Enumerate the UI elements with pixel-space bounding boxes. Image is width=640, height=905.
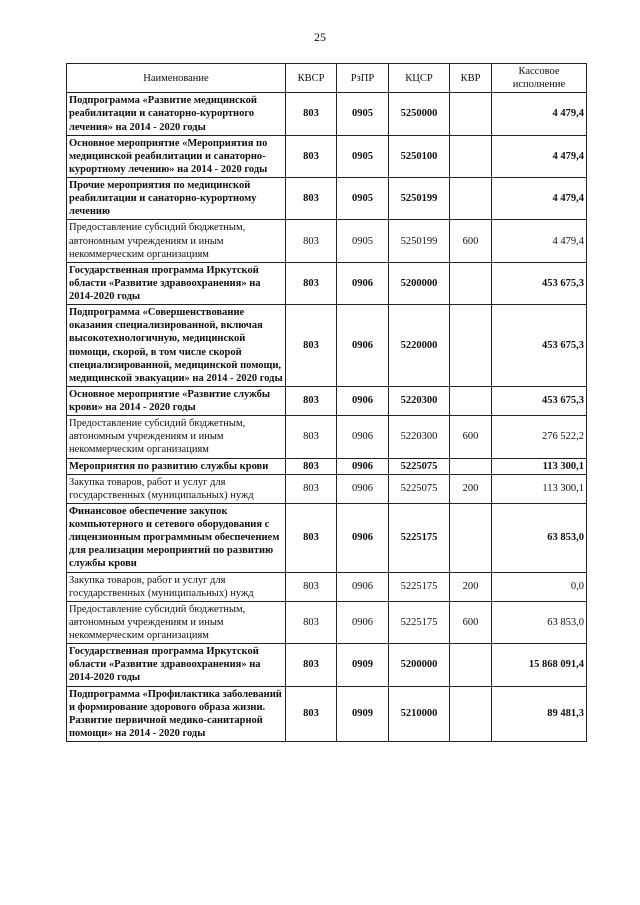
page-number: 25 [314,30,326,44]
row-kvsr: 803 [286,178,337,220]
row-name: Основное мероприятие «Мероприятия по медицинской реабилитации и санаторно-курортному лечению» на 2014 - 2020 годы [67,135,286,177]
row-rzpr: 0905 [337,93,389,135]
row-kvr [450,644,492,686]
row-kcsr: 5200000 [389,644,450,686]
row-name: Подпрограмма «Совершенствование оказания специализированной, включая высокотехнологичную, медицинской помощи, скорой, в том числе скорой специализированной, медицинской помощи, медицинской эвакуации» на 2014 - 2020 годы [67,305,286,387]
row-kcsr: 5225075 [389,474,450,503]
row-name: Основное мероприятие «Развитие службы крови» на 2014 - 2020 годы [67,386,286,415]
row-rzpr: 0906 [337,458,389,474]
table-row [67,262,587,304]
row-kvr: 200 [450,572,492,601]
row-kvr: 600 [450,220,492,262]
row-kvr [450,686,492,742]
row-rzpr: 0906 [337,386,389,415]
row-name: Государственная программа Иркутской области «Развитие здравоохранения» на 2014-2020 годы [67,262,286,304]
row-kvr [450,93,492,135]
table-row [67,572,587,601]
row-name: Предоставление субсидий бюджетным, автономным учреждениям и иным некоммерческим организациям [67,220,286,262]
table-row [67,601,587,643]
row-kcsr: 5250000 [389,93,450,135]
budget-table [66,63,587,742]
row-amount: 4 479,4 [492,135,587,177]
row-kvsr: 803 [286,644,337,686]
row-rzpr: 0906 [337,262,389,304]
row-amount: 113 300,1 [492,474,587,503]
row-name: Финансовое обеспечение закупок компьютерного и сетевого оборудования с лицензионным программным обеспечением для реализации мероприятий по развитию службы крови [67,503,286,572]
row-amount: 89 481,3 [492,686,587,742]
row-kcsr: 5225175 [389,572,450,601]
row-kvr: 600 [450,601,492,643]
row-rzpr: 0906 [337,305,389,387]
row-kvsr: 803 [286,601,337,643]
header-rzpr: РзПР [337,64,389,93]
row-name: Предоставление субсидий бюджетным, автономным учреждениям и иным некоммерческим организациям [67,601,286,643]
row-kvsr: 803 [286,458,337,474]
row-kvsr: 803 [286,135,337,177]
row-rzpr: 0906 [337,503,389,572]
row-amount: 276 522,2 [492,416,587,458]
row-amount: 113 300,1 [492,458,587,474]
row-kcsr: 5220300 [389,386,450,415]
row-kcsr: 5210000 [389,686,450,742]
row-amount: 63 853,0 [492,601,587,643]
table-row [67,220,587,262]
row-rzpr: 0906 [337,474,389,503]
row-kvsr: 803 [286,93,337,135]
table-row [67,305,587,387]
row-kvr: 200 [450,474,492,503]
row-amount: 4 479,4 [492,220,587,262]
table-row [67,93,587,135]
row-name: Закупка товаров, работ и услуг для государственных (муниципальных) нужд [67,572,286,601]
row-name: Закупка товаров, работ и услуг для государственных (муниципальных) нужд [67,474,286,503]
row-name: Прочие мероприятия по медицинской реабилитации и санаторно-курортному лечению [67,178,286,220]
row-kcsr: 5250199 [389,178,450,220]
table-row [67,686,587,742]
row-name: Предоставление субсидий бюджетным, автономным учреждениям и иным некоммерческим организациям [67,416,286,458]
row-kvsr: 803 [286,220,337,262]
table-row [67,503,587,572]
row-kcsr: 5250199 [389,220,450,262]
row-kvsr: 803 [286,474,337,503]
row-rzpr: 0906 [337,416,389,458]
row-kcsr: 5225175 [389,503,450,572]
row-kvr [450,135,492,177]
header-kcsr: КЦСР [389,64,450,93]
row-kcsr: 5250100 [389,135,450,177]
table-row [67,178,587,220]
row-amount: 453 675,3 [492,386,587,415]
row-amount: 0,0 [492,572,587,601]
header-name: Наименование [67,64,286,93]
row-kvr [450,305,492,387]
table-header-row [67,64,587,93]
row-kcsr: 5220000 [389,305,450,387]
header-kvsr: КВСР [286,64,337,93]
row-amount: 453 675,3 [492,262,587,304]
row-amount: 63 853,0 [492,503,587,572]
row-kvsr: 803 [286,386,337,415]
row-kvr [450,178,492,220]
row-rzpr: 0909 [337,686,389,742]
row-kvr [450,503,492,572]
table-row [67,416,587,458]
header-amount: Кассовое исполнение [492,64,587,93]
row-kvsr: 803 [286,503,337,572]
row-name: Мероприятия по развитию службы крови [67,458,286,474]
row-kvsr: 803 [286,416,337,458]
row-name: Подпрограмма «Развитие медицинской реабилитации и санаторно-курортного лечения» на 2014 - 2020 годы [67,93,286,135]
row-rzpr: 0906 [337,572,389,601]
row-kvsr: 803 [286,262,337,304]
row-kvr [450,458,492,474]
row-kcsr: 5220300 [389,416,450,458]
row-rzpr: 0906 [337,601,389,643]
row-rzpr: 0905 [337,178,389,220]
row-kvsr: 803 [286,572,337,601]
header-kvr: КВР [450,64,492,93]
row-amount: 4 479,4 [492,178,587,220]
row-amount: 15 868 091,4 [492,644,587,686]
table-row [67,474,587,503]
table-row [67,458,587,474]
row-amount: 453 675,3 [492,305,587,387]
row-name: Государственная программа Иркутской области «Развитие здравоохранения» на 2014-2020 годы [67,644,286,686]
row-kcsr: 5225075 [389,458,450,474]
table-row [67,135,587,177]
row-name: Подпрограмма «Профилактика заболеваний и формирование здорового образа жизни. Развитие первичной медико-санитарной помощи» на 2014 - 2020 годы [67,686,286,742]
row-kcsr: 5200000 [389,262,450,304]
row-kvsr: 803 [286,305,337,387]
row-rzpr: 0905 [337,135,389,177]
row-kvsr: 803 [286,686,337,742]
row-amount: 4 479,4 [492,93,587,135]
row-kvr [450,386,492,415]
row-rzpr: 0905 [337,220,389,262]
row-kcsr: 5225175 [389,601,450,643]
table-row [67,386,587,415]
table-row [67,644,587,686]
row-kvr: 600 [450,416,492,458]
row-rzpr: 0909 [337,644,389,686]
table-body [67,93,587,742]
row-kvr [450,262,492,304]
